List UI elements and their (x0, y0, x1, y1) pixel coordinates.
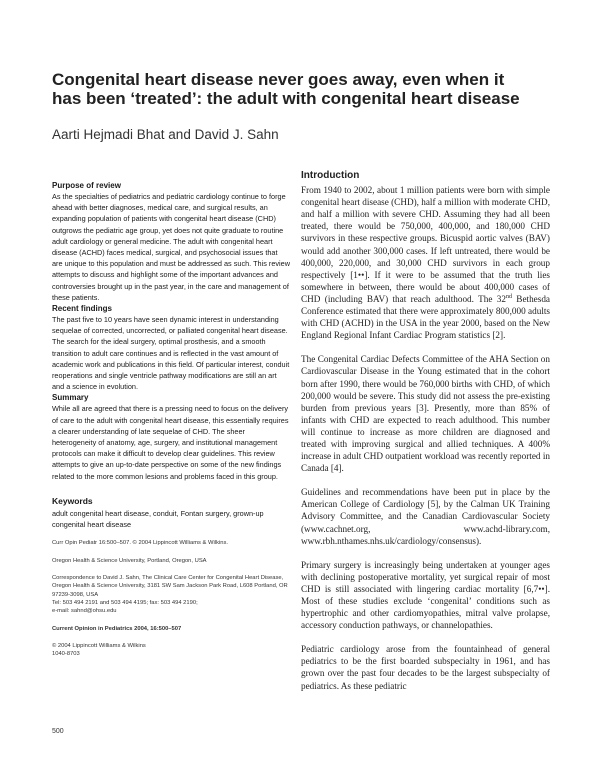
purpose-heading: Purpose of review (52, 181, 121, 190)
copyright-block (52, 642, 290, 659)
correspondence-address: Correspondence to David J. Sahn, The Clinical Care Center for Congenital Heart Disease, Oregon Health & Science University, 3181 SW Sam Jackson Park Road, L608 Portland, OR 97239-3098, USA (52, 575, 288, 598)
article-title: Congenital heart disease never goes away, even when it has been ‘treated’: the adult with congenital heart disease (52, 70, 520, 108)
summary-heading: Summary (52, 393, 89, 403)
intro-paragraph-5: Pediatric cardiology arose from the fountainhead of general pediatrics to be the first boarded subspecialty in 1961, and has grown over the past four decades to be the largest subspecialty of pediatrics. As these pediatric (301, 644, 550, 691)
keywords-text: adult congenital heart disease, conduit, Fontan surgery, grown-up congenital heart disease (52, 509, 264, 530)
intro-paragraph-4: Primary surgery is increasingly being undertaken at younger ages with declining postoperative mortality, yet surgical repair of most CHD is still associated with lingering cardiac mortality [6,7••]. Most of these studies exclude ‘congenital’ conditions such as hypertrophic and other cardiomyopathies, mitral valve prolapse, accessory conduction pathways, or channelopathies. (301, 559, 550, 631)
intro-paragraph-1 (301, 184, 550, 341)
front-matter (52, 539, 290, 658)
summary-text: While all are agreed that there is a pressing need to focus on the delivery of care to the adult with congenital heart disease, this essentially requires a clearer understanding of late sequelae of CHD. The sheer heterogeneity of anatomy, age, surgery, and institutional management protocols can make it difficult to develop clear guidelines. This review attempts to give an up-to-date perspective on some of the new findings related to the more common lesions and problems faced in this group. (52, 404, 289, 481)
abstract-column (52, 180, 290, 658)
journal-line: Current Opinion in Pediatrics 2004, 16:500–507 (52, 625, 182, 632)
correspondence-phone: Tel: 503 494 2191 and 503 494 4195; fax: 503 494 2190; (52, 599, 198, 606)
ordinal-superscript: nd (505, 293, 512, 300)
article-authors: Aarti Hejmadi Bhat and David J. Sahn (52, 127, 279, 142)
findings-heading: Recent findings (52, 304, 113, 314)
intro-paragraph-2: The Congenital Cardiac Defects Committee of the AHA Section on Cardiovascular Disease in the Young estimated that in the cohort born after 1990, there would be 760,000 births with CHD, of which 200,000 would be severe. This study did not assess the pre-existing burden from previous years [3]. Presently, more than 85% of infants with CHD are expected to reach adulthood. This number will continue to increase as more children are diagnosed and treated with improving surgical and allied techniques. A 400% increase in adult CHD outpatient workload was recently reported in Canada [4]. (301, 354, 550, 474)
intro-p1-text-b: Bethesda Conference estimated that there were approximately 800,000 adults with CHD (ACHD) in the USA in the year 2000, based on the New England Regional Infant Cardiac Program statistics [2]. (301, 293, 550, 341)
purpose-text: As the specialties of pediatrics and pediatric cardiology continue to forge ahead with better diagnoses, medical care, and surgical results, an expanding population of patients with congenital heart disease (CHD) outgrows the pediatric age group, yet does not quite graduate to routine adult cardiology or general medicine. The adult with congenital heart disease (ACHD) faces medical, surgical, and psychosocial issues that are unique to this population and must be addressed as such. This review attempts to discuss and highlight some of the important advances and controversies brought up in the past year, in the care and management of these patients. (52, 192, 290, 302)
issn-line: 1040-8703 (52, 651, 80, 658)
affiliation-line: Oregon Health & Science University, Portland, Oregon, USA (52, 557, 207, 564)
correspondence-block (52, 574, 290, 615)
keywords-heading: Keywords (52, 495, 93, 506)
correspondence-email: e-mail: sahnd@ohsu.edu (52, 608, 117, 615)
page-number: 500 (52, 728, 64, 735)
findings-text: The past five to 10 years have seen dynamic interest in understanding sequelae of corrected, uncorrected, or palliated congenital heart disease. The search for the ideal surgery, optimal prosthesis, and a smooth transition to adult care continues and is reflected in the vast amount of academic work and publications in this field. Of particular interest, conduit reoperations and single ventricle pathway modifications are still an art and a science in evolution. (52, 315, 290, 392)
intro-p1-text-a: From 1940 to 2002, about 1 million patients were born with simple congenital heart disease (CHD), half a million with moderate CHD, and half a million with severe CHD. Assuming they had all been treated, there would be 750,000, 400,000, and 180,000 CHD survivors in these respective groups. Bicuspid aortic valves (BAV) would add another 300,000 cases. If left untreated, there would be 400,000, 220,000, and 30,000 CHD survivors in each group respectively [1••]. If it were to be assumed that the truth lies somewhere in between, there would be about 400,000 cases of CHD (including BAV) that reach adulthood. The 32 (301, 185, 550, 304)
copyright-line: © 2004 Lippincott Williams & Wilkins (52, 642, 146, 649)
citation-line: Curr Opin Pediatr 16:500–507. © 2004 Lippincott Williams & Wilkins. (52, 540, 229, 547)
introduction-heading: Introduction (301, 170, 360, 181)
intro-paragraph-3: Guidelines and recommendations have been put in place by the American College of Cardiology [5], by the Calman UK Training Advisory Committee, and the Canadian Cardiovascular Society (www.cachnet.org, www.achd-library.com, www.rbh.nthames.nhs.uk/cardiology/consensus). (301, 487, 550, 546)
body-column (301, 170, 550, 704)
